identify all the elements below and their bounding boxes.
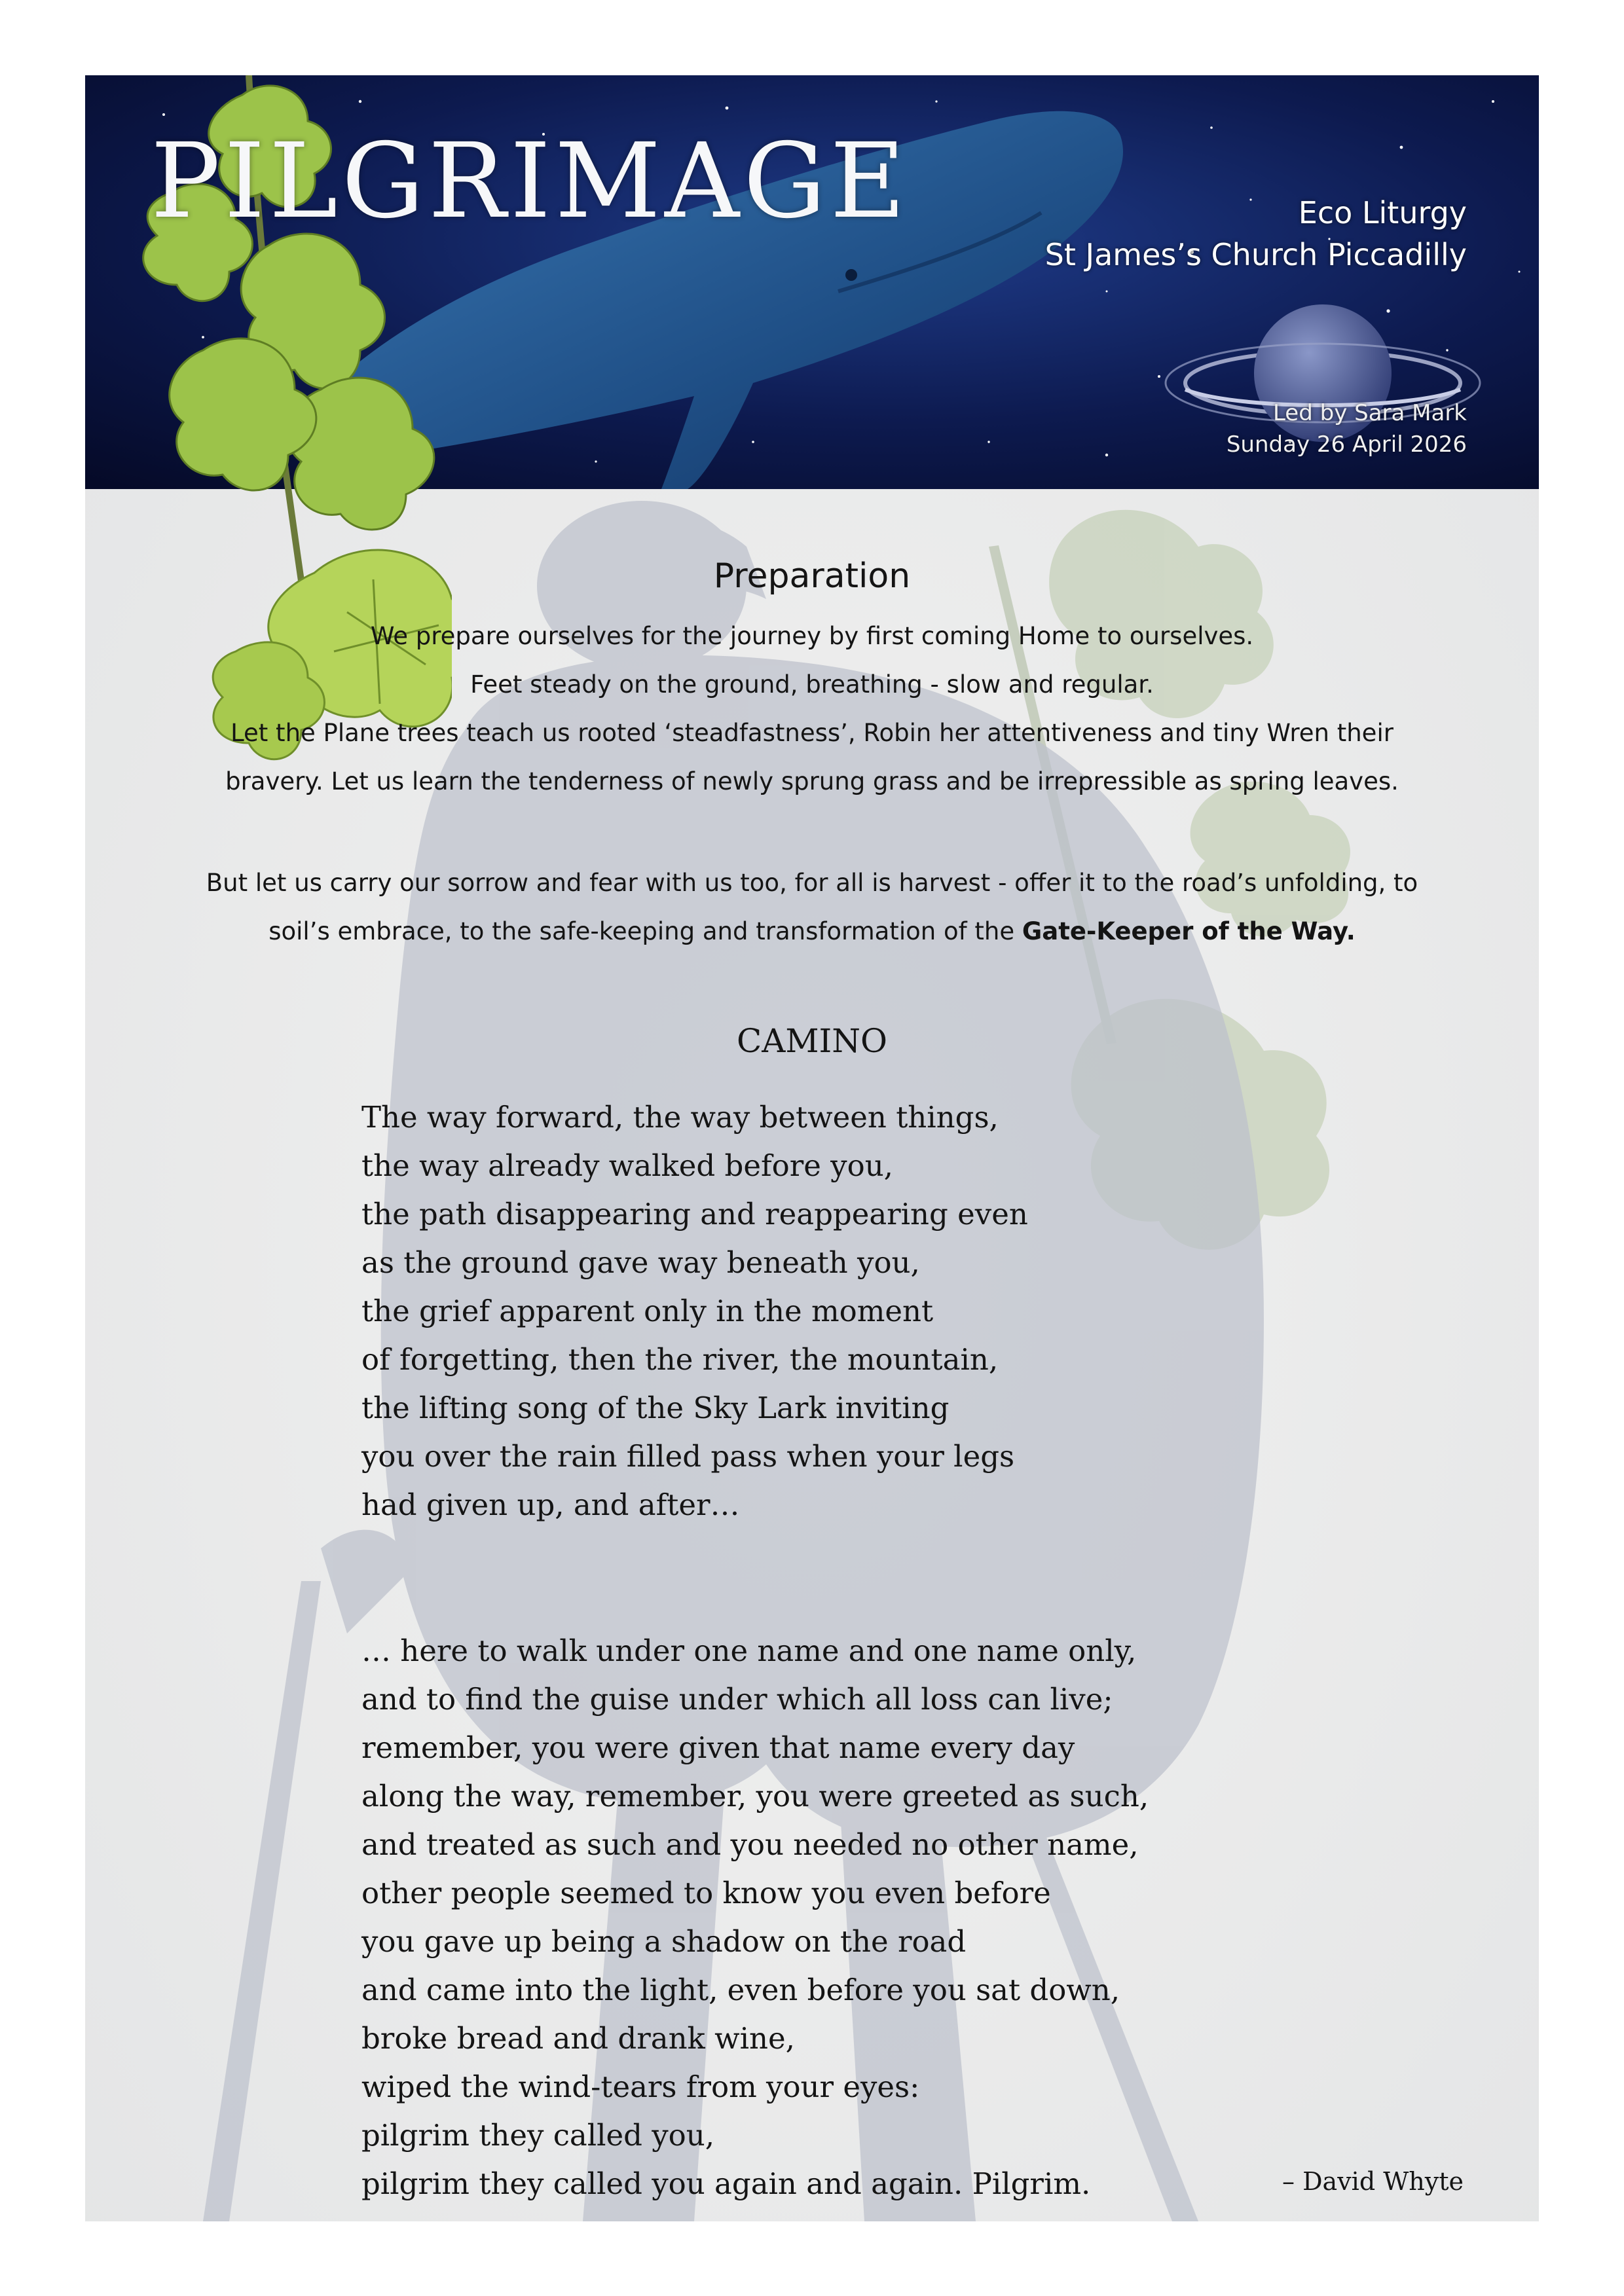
preparation-paragraph-1: [124, 612, 1500, 806]
poem-line: as the ground gave way beneath you,: [361, 1245, 920, 1280]
poem-line: other people seemed to know you even before: [361, 1876, 1051, 1910]
poem-line: and treated as such and you needed no other name,: [361, 1827, 1139, 1862]
preparation-line: [124, 907, 1500, 956]
poem-line: and came into the light, even before you sat down,: [361, 1973, 1120, 2007]
church-name: St James’s Church Piccadilly: [1044, 237, 1467, 272]
preparation-line: Let the Plane trees teach us rooted ‘steadfastness’, Robin her attentiveness and tiny Wren their: [231, 719, 1393, 747]
leader-name: Led by Sara Mark: [1272, 400, 1467, 426]
service-details: [1227, 397, 1467, 460]
poem-line: the path disappearing and reappearing even: [361, 1197, 1028, 1231]
poem-line: pilgrim they called you again and again. Pilgrim.: [361, 2166, 1091, 2201]
liturgy-name: Eco Liturgy: [1298, 195, 1467, 230]
poem-line: The way forward, the way between things,: [361, 1100, 999, 1135]
gate-keeper-phrase: Gate-Keeper of the Way.: [1022, 917, 1356, 945]
page-title: PILGRIMAGE: [151, 121, 910, 242]
poem-line: and to find the guise under which all loss can live;: [361, 1682, 1113, 1717]
poem-stanza-1: [361, 1093, 1028, 1529]
poem-stanza-2: [361, 1627, 1149, 2208]
preparation-heading: Preparation: [713, 556, 911, 596]
preparation-line: Feet steady on the ground, breathing - slow and regular.: [470, 670, 1154, 699]
poem-author: – David Whyte: [1282, 2167, 1464, 2196]
poem-line: along the way, remember, you were greeted as such,: [361, 1779, 1149, 1813]
liturgy-sheet: [85, 75, 1539, 2221]
poem-line: the lifting song of the Sky Lark inviting: [361, 1391, 950, 1425]
poem-line: broke bread and drank wine,: [361, 2021, 795, 2056]
poem-line: you over the rain filled pass when your legs: [361, 1439, 1015, 1474]
poem-line: remember, you were given that name every day: [361, 1730, 1075, 1765]
service-date: Sunday 26 April 2026: [1226, 431, 1467, 458]
preparation-paragraph-2: [124, 859, 1500, 956]
poem-line: the way already walked before you,: [361, 1148, 893, 1183]
poem-line: had given up, and after…: [361, 1487, 740, 1522]
service-subtitle: [1045, 192, 1467, 276]
poem-line: of forgetting, then the river, the mountain,: [361, 1342, 999, 1377]
preparation-text: soil’s embrace, to the safe-keeping and transformation of the: [268, 917, 1022, 945]
preparation-line: We prepare ourselves for the journey by first coming Home to ourselves.: [370, 622, 1254, 650]
poem-line: … here to walk under one name and one name only,: [361, 1633, 1137, 1668]
poem-line: the grief apparent only in the moment: [361, 1294, 934, 1328]
poem-line: pilgrim they called you,: [361, 2118, 715, 2153]
poem-line: wiped the wind-tears from your eyes:: [361, 2069, 920, 2104]
preparation-line: bravery. Let us learn the tenderness of newly sprung grass and be irrepressible as spring leaves.: [225, 767, 1399, 795]
poem-title: CAMINO: [736, 1022, 888, 1060]
poem-line: you gave up being a shadow on the road: [361, 1924, 967, 1959]
preparation-line: But let us carry our sorrow and fear with us too, for all is harvest - offer it to the road’s unfolding, to: [206, 869, 1418, 897]
